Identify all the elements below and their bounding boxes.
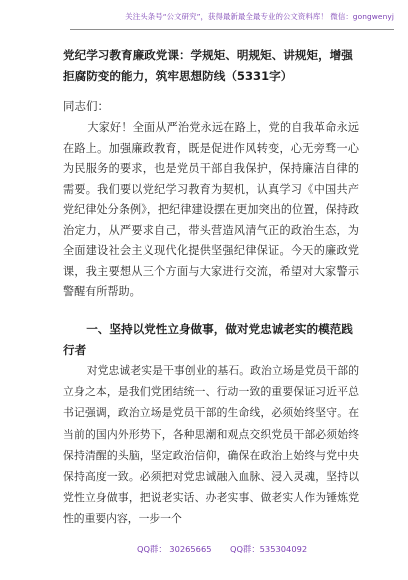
paragraph-2: 对党忠诚老实是干事创业的基石。政治立场是党员干部的立身之本，是我们党团结统一、行动一致的重要保证习近平总书记强调，政治立场是党员干部的生命线，必须始终坚守。在当前的国内外形势下，各种思潮和观点交织党员干部必须始终保持清醒的头脑，坚定政治信仰，确保在政治上始终与党中央保持高度一致。必须把对党忠诚融入血脉、浸入灵魂，坚持以党性立身做事，把说老实话、办老实事、做老实人作为锤炼党性的重要内容，一步一个 bbox=[63, 364, 359, 526]
paragraph-1: 大家好！全面从严治党永远在路上，党的自我革命永远在路上。加强廉政教育，既是促进作风转变，心无旁骛一心为民服务的要求，也是党员干部自我保护，保持廉洁自律的需要。我们要以党纪学习教育为契机，认真学习《中国共产党纪律处分条例》，把纪律建设摆在更加突出的位置，保持政治定力，从严要求自己，带头营造风清气正的政治生态，为全面建设社会主义现代化提供坚强纪律保证。今天的廉政党课，我主要想从三个方面与大家进行交流，希望对大家警示警醒有所帮助。 bbox=[63, 121, 359, 298]
footer-qq-group-1: QQ群： 30265665 bbox=[137, 544, 212, 554]
footer bbox=[0, 541, 408, 559]
greeting: 同志们： bbox=[63, 99, 109, 113]
document-title: 党纪学习教育廉政党课：学规矩、明规矩、讲规矩，增强拒腐防变的能力，筑牢思想防线（5331字） bbox=[63, 48, 353, 83]
footer-qq-group-2: QQ群：535304092 bbox=[230, 544, 308, 554]
header-note: 关注头条号“公文研究”，获得最新最全最专业的公文资料库！ 微信：gongwenyj bbox=[125, 12, 394, 21]
section-1-heading: 一、坚持以党性立身做事，做对党忠诚老实的模范践行者 bbox=[63, 322, 353, 357]
header-divider bbox=[70, 29, 394, 30]
